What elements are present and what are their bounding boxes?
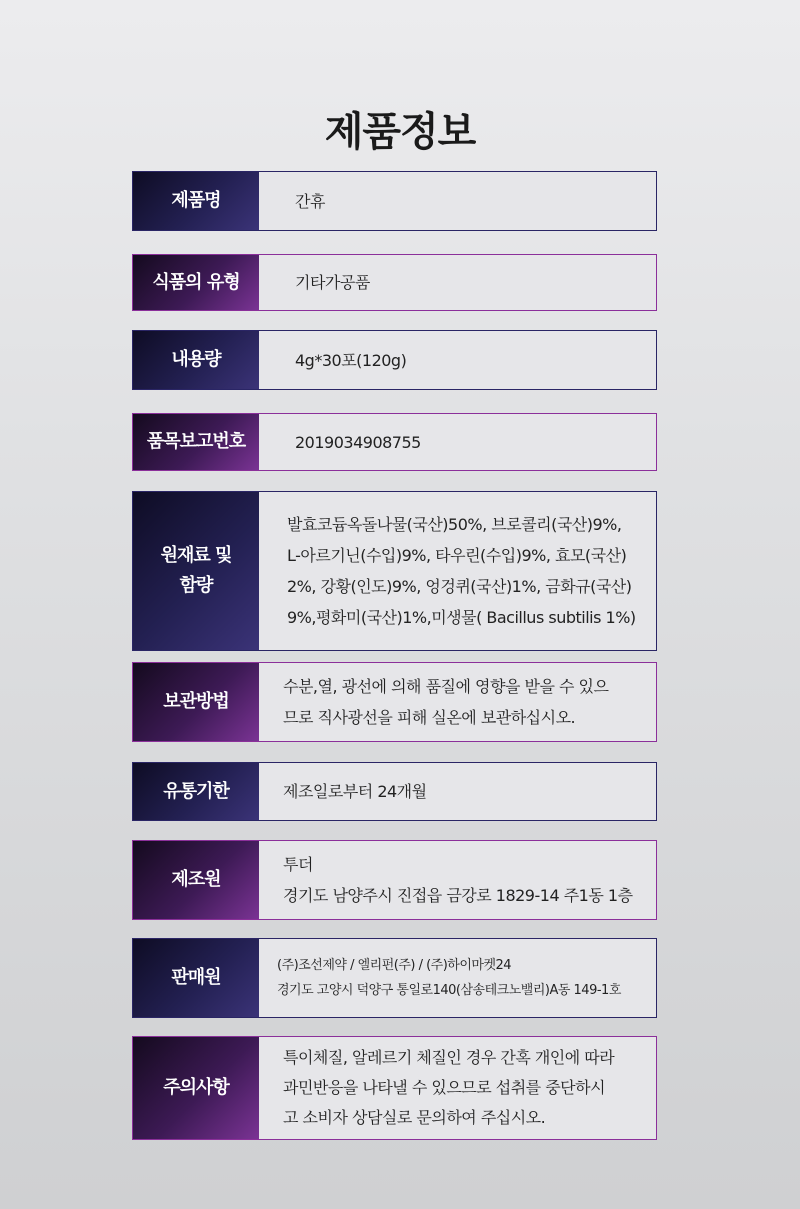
label-seller: 판매원 xyxy=(133,939,259,1017)
value-line: (주)조선제약 / 엘리펀(주) / (주)하이마켓24 xyxy=(277,958,512,973)
label-report-number: 품목보고번호 xyxy=(133,414,259,470)
info-row-food-type xyxy=(132,254,657,311)
info-row-product-name xyxy=(132,171,657,231)
value-expiry xyxy=(259,763,656,820)
label-line: 원재료 및 xyxy=(160,545,232,566)
value-line: 4g*30포(120g) xyxy=(295,350,407,370)
value-line: 간휴 xyxy=(295,191,325,211)
value-line: 과민반응을 나타낼 수 있으므로 섭취를 중단하시 xyxy=(283,1078,606,1097)
value-net-content xyxy=(259,331,656,389)
info-row-seller xyxy=(132,938,657,1018)
value-seller xyxy=(259,939,656,1017)
value-manufacturer xyxy=(259,841,656,919)
info-row-manufacturer xyxy=(132,840,657,920)
value-line: 2019034908755 xyxy=(295,432,421,452)
value-line: 므로 직사광선을 피해 실온에 보관하십시오. xyxy=(283,708,576,727)
value-line: 기타가공품 xyxy=(295,273,370,292)
info-row-caution xyxy=(132,1036,657,1140)
info-row-storage xyxy=(132,662,657,742)
label-caution: 주의사항 xyxy=(133,1037,259,1139)
label-product-name: 제품명 xyxy=(133,172,259,230)
value-report-number xyxy=(259,414,656,470)
value-line: 경기도 남양주시 진접읍 금강로 1829-14 주1동 1층 xyxy=(283,886,633,905)
info-row-report-number xyxy=(132,413,657,471)
page-title: 제품정보 xyxy=(324,109,476,155)
value-line: 2%, 강황(인도)9%, 엉겅퀴(국산)1%, 금화규(국산) xyxy=(287,577,632,596)
value-line: 특이체질, 알레르기 체질인 경우 간혹 개인에 따라 xyxy=(283,1048,615,1067)
value-line: 제조일로부터 24개월 xyxy=(283,782,427,801)
label-expiry: 유통기한 xyxy=(133,763,259,820)
value-line: 경기도 고양시 덕양구 통일로140(삼송테크노밸리)A동 149-1호 xyxy=(277,983,621,998)
label-storage: 보관방법 xyxy=(133,663,259,741)
label-manufacturer: 제조원 xyxy=(133,841,259,919)
info-row-expiry xyxy=(132,762,657,821)
value-line: 투더 xyxy=(283,855,313,874)
value-ingredients xyxy=(259,492,656,650)
info-row-ingredients xyxy=(132,491,657,651)
value-line: 9%,평화미(국산)1%,미생물( Bacillus subtilis 1%) xyxy=(287,608,636,627)
value-line: L-아르기닌(수입)9%, 타우린(수입)9%, 효모(국산) xyxy=(287,546,627,565)
value-storage xyxy=(259,663,656,741)
value-line: 수분,열, 광선에 의해 품질에 영향을 받을 수 있으 xyxy=(283,677,609,696)
value-product-name xyxy=(259,172,656,230)
label-line: 함량 xyxy=(179,575,213,596)
value-line: 고 소비자 상담실로 문의하여 주십시오. xyxy=(283,1108,546,1127)
info-row-net-content xyxy=(132,330,657,390)
value-caution xyxy=(259,1037,656,1139)
label-food-type: 식품의 유형 xyxy=(133,255,259,310)
label-net-content: 내용량 xyxy=(133,331,259,389)
label-ingredients xyxy=(133,492,259,650)
value-line: 발효코듐옥돌나물(국산)50%, 브로콜리(국산)9%, xyxy=(287,515,622,534)
value-food-type xyxy=(259,255,656,310)
